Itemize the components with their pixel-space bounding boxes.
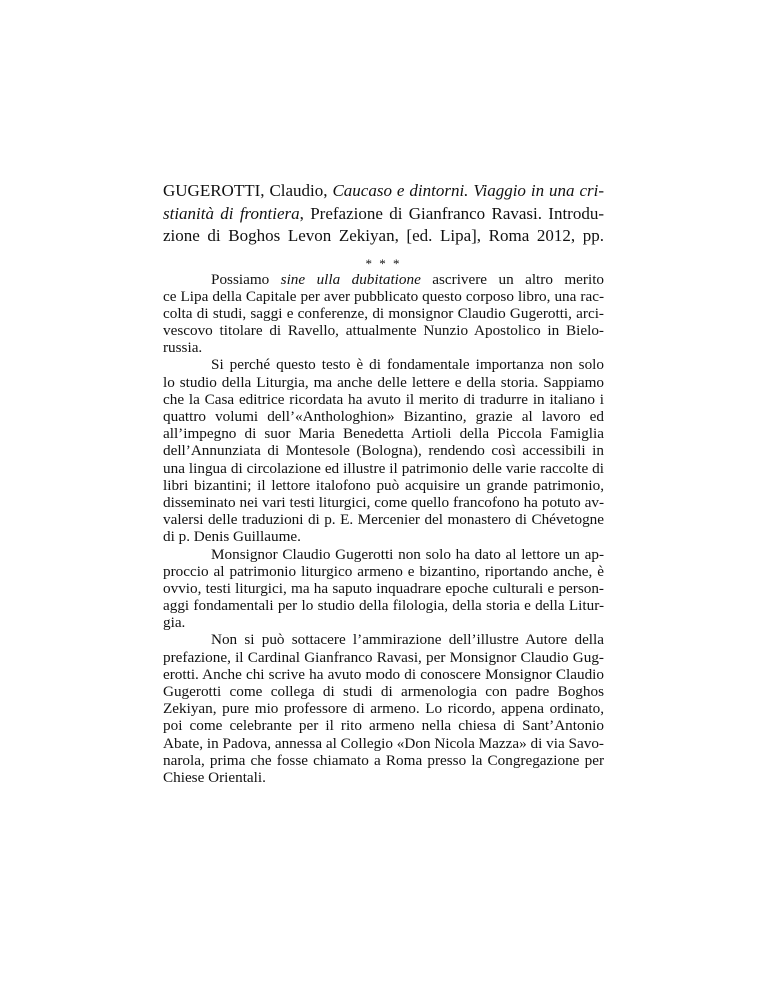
text-line xyxy=(163,271,604,288)
text-segment: lo studio della Liturgia, ma anche delle lettere e della storia. Sappiamo xyxy=(163,373,604,391)
text-line xyxy=(163,460,604,477)
paragraph xyxy=(163,546,604,632)
text-line xyxy=(163,477,604,494)
text-line xyxy=(163,563,604,580)
text-line xyxy=(163,700,604,717)
text-segment: vescovo titolare di Ravello, attualmente Nunzio Apostolico in Bielo- xyxy=(163,322,604,340)
review-page xyxy=(163,180,604,786)
text-line xyxy=(163,305,604,322)
text-segment: , Prefazione di Gianfranco Ravasi. Introdu- xyxy=(299,203,604,223)
text-segment: Monsignor Claudio Gugerotti non solo ha dato al lettore un ap- xyxy=(211,545,604,563)
text-line xyxy=(163,442,604,459)
text-line xyxy=(163,614,604,631)
text-line xyxy=(163,288,604,305)
paragraph xyxy=(163,271,604,357)
text-segment: prefazione, il Cardinal Gianfranco Ravasi, per Monsignor Claudio Gug- xyxy=(163,648,604,666)
text-line xyxy=(163,391,604,408)
text-segment: zione di Boghos Levon Zekiyan, [ed. Lipa], Roma 2012, pp. xyxy=(163,226,604,245)
text-line xyxy=(163,717,604,734)
text-line xyxy=(163,494,604,511)
review-body xyxy=(163,271,604,787)
bibliographic-header xyxy=(163,180,604,248)
text-line xyxy=(163,631,604,648)
text-segment: ce Lipa della Capitale per aver pubblicato questo corposo libro, una rac- xyxy=(163,287,604,305)
text-segment: Non si può sottacere l’ammirazione dell’illustre Autore della xyxy=(211,631,604,649)
text-line xyxy=(163,408,604,425)
text-segment: libri bizantini; il lettore italofono può acquisire un grande patrimonio, xyxy=(163,476,604,494)
text-segment: proccio al patrimonio liturgico armeno e bizantino, riportando anche, è xyxy=(163,562,604,580)
text-line xyxy=(163,649,604,666)
text-line xyxy=(163,546,604,563)
italic-text: stianità di frontiera xyxy=(163,203,300,223)
text-segment: poi come celebrante per il rito armeno nella chiesa di Sant’Antonio xyxy=(163,717,604,735)
header-line xyxy=(163,225,604,248)
text-segment: colta di studi, saggi e conferenze, di monsignor Claudio Gugerotti, arci- xyxy=(163,304,604,322)
text-segment: Possiamo xyxy=(211,270,281,288)
text-segment: gia. xyxy=(163,614,186,632)
text-segment: Gugerotti come collega di studi di armenologia con padre Boghos xyxy=(163,683,604,700)
text-segment: all’impegno di suor Maria Benedetta Artioli della Piccola Famiglia xyxy=(163,425,604,443)
paragraph xyxy=(163,356,604,545)
text-segment: di p. Denis Guillaume. xyxy=(163,528,301,546)
text-segment: narola, prima che fosse chiamato a Roma presso la Congregazione per xyxy=(163,751,604,769)
text-segment: GUGEROTTI, Claudio, xyxy=(163,181,333,200)
text-line xyxy=(163,339,604,356)
text-segment: Abate, in Padova, annessa al Collegio «Don Nicola Mazza» di via Savo- xyxy=(163,734,604,752)
text-line xyxy=(163,752,604,769)
text-line xyxy=(163,683,604,700)
italic-text: Caucaso e dintorni. Viaggio in una cri- xyxy=(332,181,604,200)
text-segment: russia. xyxy=(163,339,203,357)
text-line xyxy=(163,735,604,752)
paragraph xyxy=(163,631,604,786)
text-line xyxy=(163,769,604,786)
header-line xyxy=(163,180,604,203)
text-line xyxy=(163,356,604,373)
text-segment: aggi fondamentali per lo studio della filologia, della storia e della Litur- xyxy=(163,597,604,615)
text-segment: dell’Annunziata di Montesole (Bologna), rendendo così accessibili in xyxy=(163,442,604,460)
text-line xyxy=(163,580,604,597)
text-segment: quattro volumi dell’«Anthologhion» Bizantino, grazie al lavoro ed xyxy=(163,408,604,425)
text-line xyxy=(163,374,604,391)
text-line xyxy=(163,511,604,528)
header-line xyxy=(163,203,604,226)
text-segment: ascrivere un altro merito xyxy=(432,270,604,288)
italic-text: sine ulla dubitatione xyxy=(280,270,421,288)
text-segment: Chiese Orientali. xyxy=(163,768,266,786)
text-segment: Si perché questo testo è di fondamentale importanza non solo xyxy=(211,356,604,374)
text-segment: disseminato nei vari testi liturgici, come quello francofono ha potuto av- xyxy=(163,493,604,511)
text-segment: erotti. Anche chi scrive ha avuto modo di conoscere Monsignor Claudio xyxy=(163,665,604,683)
section-separator: * * * xyxy=(365,255,402,271)
text-line xyxy=(163,425,604,442)
text-segment: valersi delle traduzioni di p. E. Mercenier del monastero di Chévetogne xyxy=(163,511,604,529)
text-line xyxy=(163,666,604,683)
text-segment: ovvio, testi liturgici, ma ha saputo inquadrare epoche culturali e person- xyxy=(163,579,604,597)
text-line xyxy=(163,597,604,614)
text-segment: Zekiyan, pure mio professore di armeno. Lo ricordo, appena ordinato, xyxy=(163,700,604,718)
text-segment: una lingua di circolazione ed illustre il patrimonio delle varie raccolte di xyxy=(163,459,604,477)
text-line xyxy=(163,528,604,545)
text-segment: che la Casa editrice ricordata ha avuto il merito di tradurre in italiano i xyxy=(163,390,604,408)
text-line xyxy=(163,322,604,339)
